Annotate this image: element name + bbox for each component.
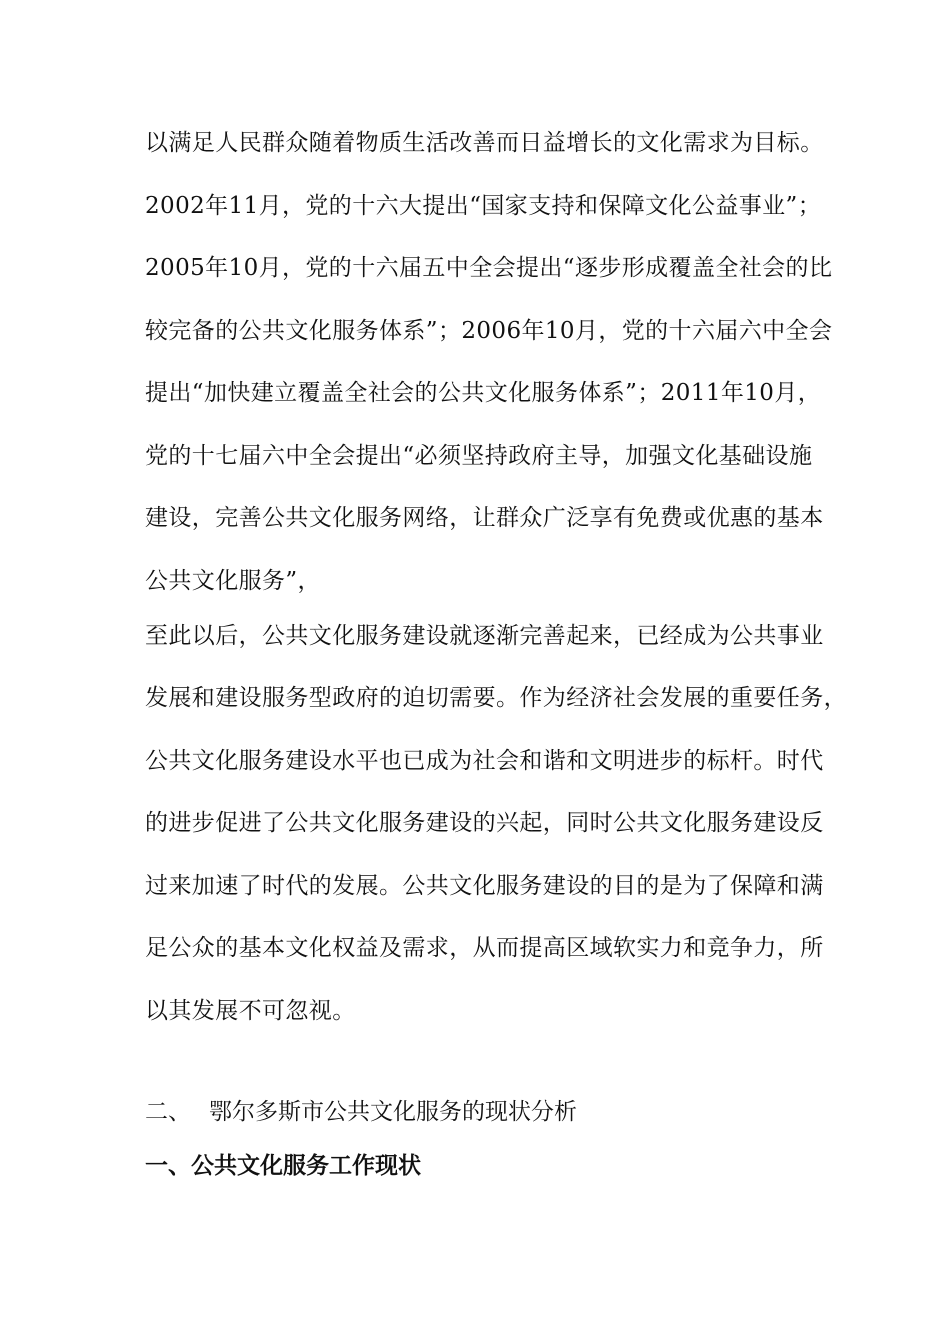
paragraph-1-line-8: 公共文化服务”， [145,568,321,594]
paragraph-1-line-3: 2005年10月，党的十六届五中全会提出“逐步形成覆盖全社会的比 [145,255,833,281]
subsection-heading: 一、公共文化服务工作现状 [145,1153,421,1179]
paragraph-2-line-3: 公共文化服务建设水平也已成为社会和谐和文明进步的标杆。时代 [145,748,824,774]
section-heading-number: 二、 [145,1099,191,1125]
paragraph-1-line-4: 较完备的公共文化服务体系”；2006年10月，党的十六届六中全会 [145,318,833,344]
paragraph-1-line-7: 建设，完善公共文化服务网络，让群众广泛享有免费或优惠的基本 [145,505,824,531]
paragraph-1-line-5: 提出“加快建立覆盖全社会的公共文化服务体系”；2011年10月， [145,380,822,406]
paragraph-2-line-7: 以其发展不可忽视。 [145,998,356,1024]
paragraph-2-line-1: 至此以后，公共文化服务建设就逐渐完善起来，已经成为公共事业 [145,623,824,649]
paragraph-2-line-6: 足公众的基本文化权益及需求，从而提高区域软实力和竞争力，所 [145,935,824,961]
paragraph-1-line-1: 以满足人民群众随着物质生活改善而日益增长的文化需求为目标。 [145,130,824,156]
paragraph-1-line-2: 2002年11月，党的十六大提出“国家支持和保障文化公益事业”； [145,193,822,219]
section-heading-title: 鄂尔多斯市公共文化服务的现状分析 [209,1099,577,1125]
paragraph-2-line-5: 过来加速了时代的发展。公共文化服务建设的目的是为了保障和满 [145,873,824,899]
section-heading [145,1097,577,1127]
paragraph-2-line-2: 发展和建设服务型政府的迫切需要。作为经济社会发展的重要任务， [145,685,847,711]
paragraph-1-line-6: 党的十七届六中全会提出“必须坚持政府主导，加强文化基础设施 [145,443,813,469]
paragraph-2-line-4: 的进步促进了公共文化服务建设的兴起，同时公共文化服务建设反 [145,810,824,836]
